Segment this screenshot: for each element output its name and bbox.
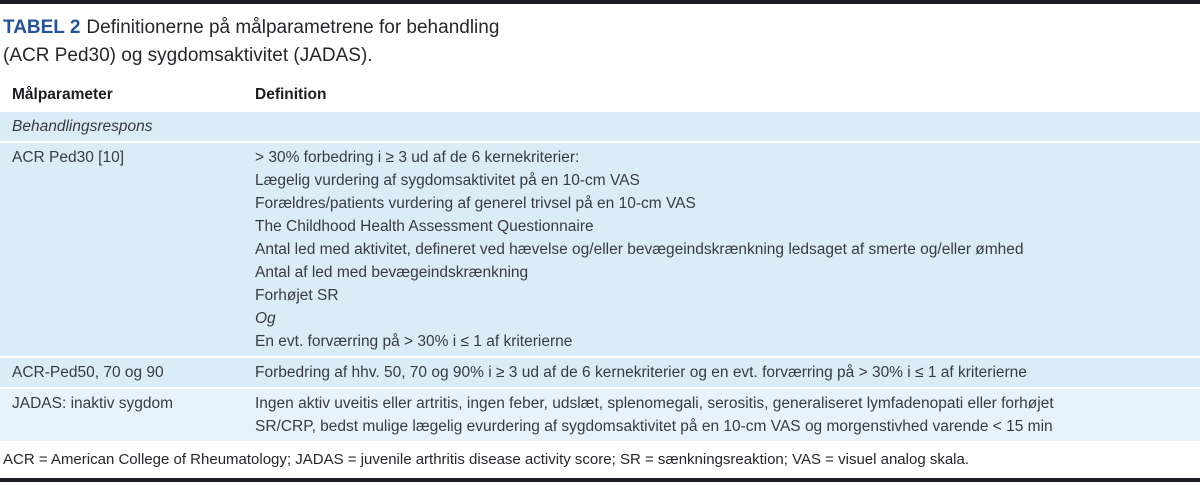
definition-line: Og: [255, 310, 276, 327]
definition-line: The Childhood Health Assessment Questionnaire: [255, 218, 594, 235]
param-cell: ACR-Ped50, 70 og 90: [12, 364, 164, 381]
table-row: [0, 358, 1200, 387]
definition-line: Forældres/patients vurdering af generel trivsel på en 10-cm VAS: [255, 195, 696, 212]
definition-line: SR/CRP, bedst mulige lægelig evurdering af sygdomsaktivitet på en 10-cm VAS og morgenstivhed varende < 15 min: [255, 418, 1053, 435]
column-header-definition: Definition: [255, 86, 327, 103]
definition-cell: [255, 392, 1200, 438]
table-row: [0, 143, 1200, 356]
table-header-row: [0, 86, 1200, 104]
definition-cell: [255, 361, 1200, 384]
table-caption-line1: Definitionerne på målparametrene for behandling: [86, 17, 500, 38]
table-title-line1: [3, 14, 1200, 42]
abbreviations-footnote: ACR = American College of Rheumatology; JADAS = juvenile arthritis disease activity score; SR = sænkningsreaktion; VAS = visuel analog skala.: [3, 451, 970, 468]
table-body: [0, 112, 1200, 441]
definition-line: Forhøjet SR: [255, 287, 339, 304]
bottom-rule: [0, 478, 1200, 482]
definition-cell: [255, 146, 1200, 353]
param-cell: JADAS: inaktiv sygdom: [12, 395, 174, 412]
definition-line: Lægelig vurdering af sygdomsaktivitet på en 10-cm VAS: [255, 172, 640, 189]
definition-line: En evt. forværring på > 30% i ≤ 1 af kriterierne: [255, 333, 573, 350]
table-caption-line2: (ACR Ped30) og sygdomsaktivitet (JADAS).: [3, 45, 373, 66]
definition-line: > 30% forbedring i ≥ 3 ud af de 6 kernekriterier:: [255, 149, 580, 166]
definition-line: Forbedring af hhv. 50, 70 og 90% i ≥ 3 ud af de 6 kernekriterier og en evt. forværring på > 30% i ≤ 1 af kriterierne: [255, 364, 1027, 381]
table-row: [0, 389, 1200, 441]
definition-cell: [255, 115, 1200, 138]
table-row: [0, 112, 1200, 141]
param-cell: ACR Ped30 [10]: [12, 149, 125, 166]
definition-line: Antal led med aktivitet, defineret ved hævelse og/eller bevægeindskrænkning ledsaget af smerte og/eller ømhed: [255, 241, 1024, 258]
param-cell: Behandlingsrespons: [12, 118, 153, 135]
top-rule: [0, 0, 1200, 4]
definition-line: Antal af led med bevægeindskrænkning: [255, 264, 529, 281]
table-title: [3, 14, 1200, 70]
column-header-malparameter: Målparameter: [12, 86, 113, 103]
definition-line: Ingen aktiv uveitis eller artritis, ingen feber, udslæt, splenomegali, serositis, generaliseret lymfadenopati eller forhøjet: [255, 395, 1054, 412]
table-number: TABEL 2: [3, 17, 81, 38]
